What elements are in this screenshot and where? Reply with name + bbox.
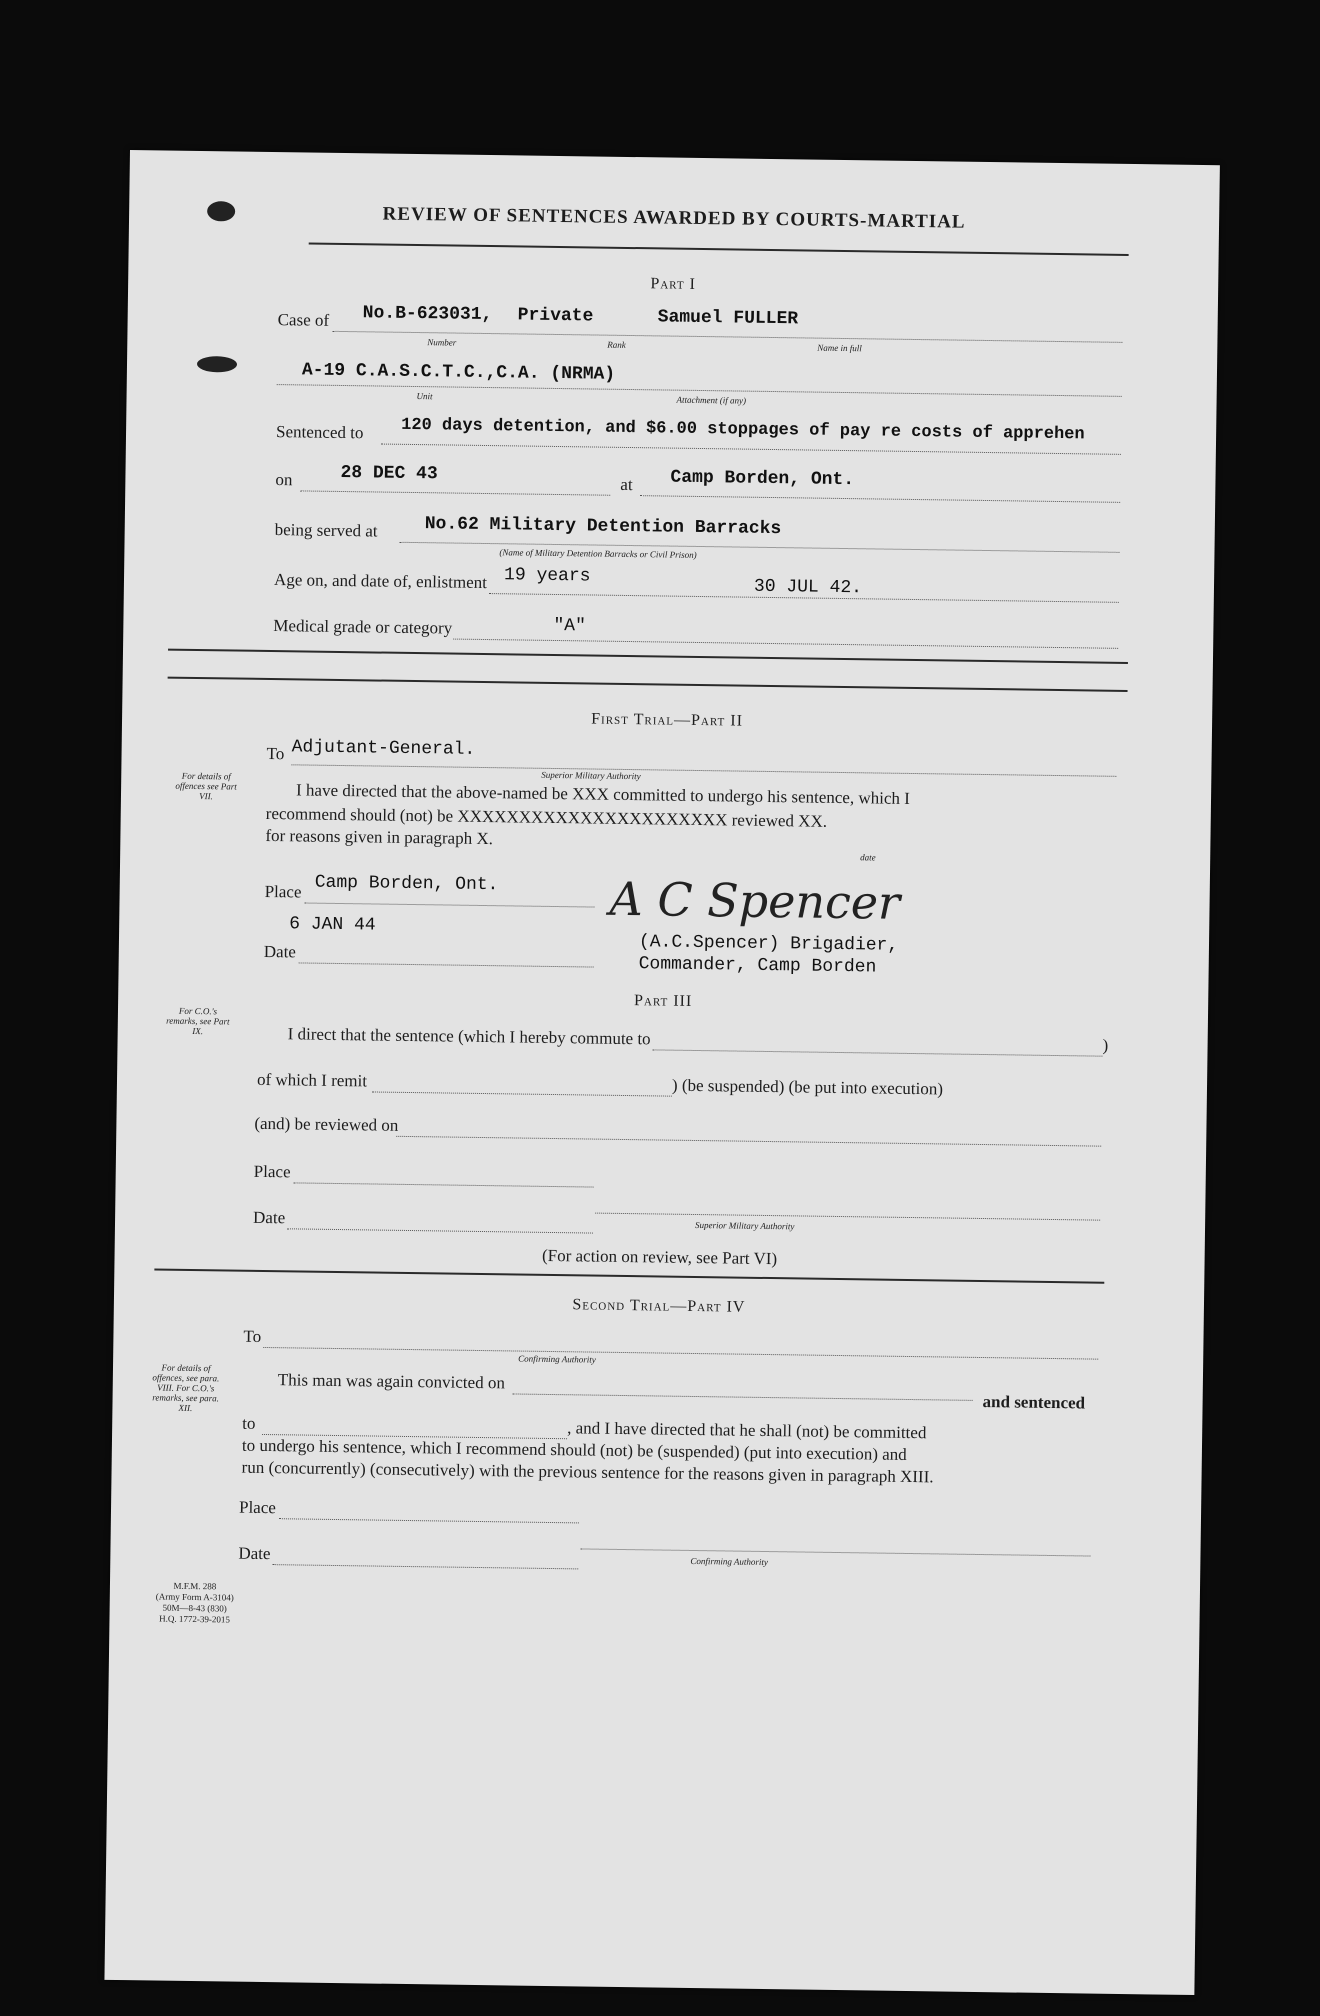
signer-line2: Commander, Camp Borden bbox=[638, 954, 877, 978]
served-label: being served at bbox=[274, 520, 378, 541]
part3-line1: I direct that the sentence (which I hereby commute to bbox=[287, 1024, 651, 1049]
name-caption: Name in full bbox=[817, 342, 862, 354]
to-label: To bbox=[266, 743, 285, 764]
convicted-line bbox=[513, 1393, 973, 1400]
sentence-line bbox=[381, 444, 1121, 455]
part4-line3: to undergo his sentence, which I recommend should (not) be (suspended) (put into execution) and bbox=[241, 1435, 907, 1464]
part2-heading: First Trial—Part II bbox=[591, 710, 744, 730]
rank-caption: Rank bbox=[607, 339, 626, 350]
medical-line bbox=[453, 639, 1118, 649]
authority-caption: Superior Military Authority bbox=[541, 769, 641, 782]
enlistment-date: 30 JUL 42. bbox=[753, 576, 863, 599]
ink-smudge-mark bbox=[197, 356, 237, 373]
remit-line bbox=[372, 1091, 672, 1096]
on-line bbox=[300, 490, 610, 495]
age-label: Age on, and date of, enlistment bbox=[273, 570, 488, 593]
name-value: Samuel FULLER bbox=[657, 307, 799, 330]
part4-line4: run (concurrently) (consecutively) with the previous sentence for the reasons given in paragraph XIII. bbox=[241, 1457, 934, 1487]
part4-line1b: and sentenced bbox=[982, 1392, 1086, 1413]
part4-line2b: , and I have directed that he shall (not) be committed bbox=[567, 1418, 927, 1443]
on-label: on bbox=[275, 470, 293, 490]
part3-date-line bbox=[287, 1228, 593, 1233]
reviewed-line bbox=[396, 1136, 1101, 1147]
at-place: Camp Borden, Ont. bbox=[670, 467, 855, 491]
part4-place-line bbox=[279, 1518, 579, 1523]
part2-line3: for reasons given in paragraph X. bbox=[265, 825, 494, 849]
document-page bbox=[104, 150, 1219, 1995]
part1-end-rule-a bbox=[168, 649, 1128, 664]
part4-date-line bbox=[272, 1564, 578, 1569]
served-place: No.62 Military Detention Barracks bbox=[424, 514, 782, 540]
part4-confirming-caption: Confirming Authority bbox=[690, 1555, 769, 1568]
part2-margin-note: For details of offences see Part VII. bbox=[175, 770, 237, 802]
part4-authority-line bbox=[581, 1548, 1091, 1556]
part3-margin-note: For C.O.'s remarks, see Part IX. bbox=[166, 1005, 230, 1037]
part3-authority-line bbox=[595, 1213, 1100, 1221]
sentenced-label: Sentenced to bbox=[275, 422, 364, 443]
on-date: 28 DEC 43 bbox=[340, 462, 438, 485]
place-value: Camp Borden, Ont. bbox=[314, 872, 499, 896]
part2-line1: I have directed that the above-named be XXX committed to undergo his sentence, which I bbox=[295, 780, 910, 808]
form-footer-line: (Army Form A-3104) bbox=[155, 1591, 234, 1603]
part4-to-line bbox=[263, 1347, 1098, 1360]
date-value: 6 JAN 44 bbox=[289, 914, 376, 936]
served-caption: (Name of Military Detention Barracks or Civil Prison) bbox=[499, 547, 697, 560]
date-label: Date bbox=[263, 941, 297, 962]
part4-margin-note: For details of offences, see para. VIII. For C.O.'s remarks, see para. XII. bbox=[152, 1362, 220, 1413]
part3-place-label: Place bbox=[253, 1161, 291, 1182]
unit-value: A-19 C.A.S.C.T.C.,C.A. (NRMA) bbox=[301, 360, 616, 385]
form-footer bbox=[149, 1580, 240, 1625]
medical-label: Medical grade or category bbox=[273, 616, 453, 638]
form-title: REVIEW OF SENTENCES AWARDED BY COURTS-MARTIAL bbox=[382, 203, 966, 233]
place-line bbox=[304, 903, 594, 908]
form-footer-line: 50M—8-43 (830) bbox=[162, 1602, 227, 1614]
form-footer-line: H.Q. 1772-39-2015 bbox=[159, 1613, 230, 1625]
part3-heading: Part III bbox=[633, 992, 693, 1010]
part3-line3: (and) be reviewed on bbox=[254, 1113, 399, 1135]
case-of-label: Case of bbox=[277, 310, 330, 330]
part4-line1a: This man was again convicted on bbox=[277, 1370, 506, 1393]
unit-caption: Unit bbox=[416, 391, 433, 402]
part4-to-label: To bbox=[243, 1326, 262, 1346]
number-caption: Number bbox=[427, 337, 457, 348]
age-value: 19 years bbox=[503, 565, 591, 587]
part1-heading: Part I bbox=[650, 275, 697, 293]
date-caption: date bbox=[860, 852, 876, 863]
rank-value: Private bbox=[517, 305, 594, 327]
part3-footer: (For action on review, see Part VI) bbox=[541, 1245, 778, 1269]
part3-line2b: ) (be suspended) (be put into execution) bbox=[671, 1075, 944, 1099]
part3-authority-caption: Superior Military Authority bbox=[694, 1219, 795, 1232]
date-line bbox=[299, 962, 594, 967]
service-number: No.B-623031, bbox=[362, 303, 493, 326]
sentence-value: 120 days detention, and $6.00 stoppages of pay re costs of apprehen bbox=[401, 415, 1085, 445]
at-label: at bbox=[620, 474, 633, 495]
part2-line2: recommend should (not) be XXXXXXXXXXXXXXXXXXXXXX reviewed XX. bbox=[265, 803, 828, 831]
part4-heading: Second Trial—Part IV bbox=[572, 1296, 746, 1316]
part3-date-label: Date bbox=[252, 1207, 286, 1228]
part4-authority-caption: Confirming Authority bbox=[518, 1353, 596, 1365]
part3-line2a: of which I remit bbox=[256, 1069, 368, 1091]
attachment-caption: Attachment (if any) bbox=[676, 394, 747, 406]
part4-date-label: Date bbox=[238, 1543, 271, 1564]
part1-end-rule-b bbox=[168, 677, 1128, 692]
to-line bbox=[291, 764, 1116, 777]
signer-line1: (A.C.Spencer) Brigadier, bbox=[638, 932, 899, 956]
medical-value: "A" bbox=[553, 615, 586, 637]
part4-place-label: Place bbox=[238, 1497, 277, 1518]
place-label: Place bbox=[264, 881, 302, 902]
to-value: Adjutant-General. bbox=[291, 737, 476, 760]
form-footer-line: M.F.M. 288 bbox=[173, 1580, 217, 1592]
paren-close: ) bbox=[1102, 1035, 1109, 1055]
signature: A C Spencer bbox=[609, 871, 901, 930]
at-line bbox=[640, 495, 1120, 503]
commute-line bbox=[652, 1049, 1102, 1056]
part3-place-line bbox=[294, 1182, 594, 1187]
title-rule bbox=[309, 243, 1129, 256]
part4-line2a: to bbox=[242, 1413, 256, 1433]
